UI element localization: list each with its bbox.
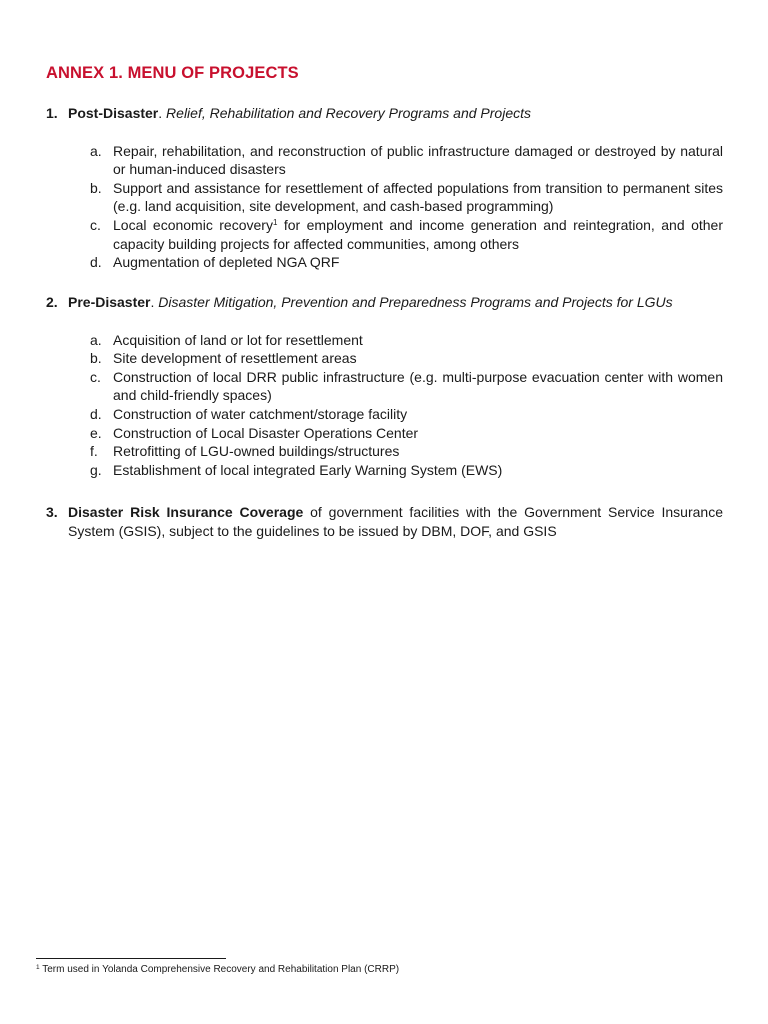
footnote-text: Term used in Yolanda Comprehensive Recovery and Rehabilitation Plan (CRRP) bbox=[39, 964, 400, 975]
section-number: 2. bbox=[46, 294, 58, 310]
list-item bbox=[90, 331, 723, 350]
section-number: 3. bbox=[46, 504, 58, 520]
list-item bbox=[90, 349, 723, 368]
list-item-letter: c. bbox=[90, 368, 101, 385]
section-description: Relief, Rehabilitation and Recovery Programs and Projects bbox=[166, 105, 532, 121]
list-item bbox=[90, 461, 723, 480]
list-item-text: Repair, rehabilitation, and reconstruction of public infrastructure damaged or destroyed by natural or human-induced disasters bbox=[113, 142, 723, 178]
list-item-letter: b. bbox=[90, 350, 102, 367]
list-item bbox=[90, 424, 723, 443]
list-item bbox=[90, 253, 723, 272]
list-item-letter: b. bbox=[90, 179, 102, 196]
list-item-text-after: for employment and income generation and reintegration, and other capacity building projects for affected communities, among others bbox=[113, 216, 723, 252]
section-heading-text bbox=[68, 293, 723, 312]
section-heading bbox=[46, 503, 723, 540]
sub-list bbox=[90, 142, 723, 272]
section-pre-disaster bbox=[46, 293, 723, 479]
list-item-letter: e. bbox=[90, 424, 102, 441]
list-item-letter: a. bbox=[90, 142, 102, 159]
section-heading bbox=[46, 104, 723, 123]
section-separator: . bbox=[158, 105, 163, 121]
list-item bbox=[90, 216, 723, 253]
page-title: ANNEX 1. MENU OF PROJECTS bbox=[46, 64, 299, 82]
section-insurance-coverage bbox=[46, 503, 723, 540]
section-label: Post-Disaster bbox=[68, 105, 159, 121]
section-number: 1. bbox=[46, 105, 58, 121]
list-item-text bbox=[113, 216, 723, 253]
section-heading bbox=[46, 293, 723, 312]
footnote-divider bbox=[36, 958, 226, 959]
section-post-disaster bbox=[46, 104, 723, 272]
section-heading-text bbox=[68, 104, 723, 123]
section-description: Disaster Mitigation, Prevention and Preparedness Programs and Projects for LGUs bbox=[158, 294, 673, 310]
section-label: Pre-Disaster bbox=[68, 294, 151, 310]
list-item-letter: d. bbox=[90, 254, 102, 271]
list-item bbox=[90, 368, 723, 405]
footnote-number: 1 bbox=[36, 964, 40, 971]
list-item bbox=[90, 179, 723, 216]
list-item-text: Construction of water catchment/storage facility bbox=[113, 405, 408, 422]
list-item-letter: g. bbox=[90, 461, 102, 478]
list-item bbox=[90, 405, 723, 424]
list-item-letter: d. bbox=[90, 405, 102, 422]
list-item-text: Establishment of local integrated Early Warning System (EWS) bbox=[113, 461, 503, 478]
list-item-text: Construction of Local Disaster Operations Center bbox=[113, 424, 419, 441]
list-item-text: Construction of local DRR public infrastructure (e.g. multi-purpose evacuation center with women and child-friendly spaces) bbox=[113, 368, 723, 404]
section-separator: . bbox=[150, 294, 155, 310]
list-item-letter: f. bbox=[90, 443, 98, 460]
list-item-text: Support and assistance for resettlement of affected populations from transition to permanent sites (e.g. land acquisition, site development, and cash-based programming) bbox=[113, 179, 723, 215]
list-item-text-before: Local economic recovery bbox=[113, 216, 273, 233]
list-item bbox=[90, 142, 723, 179]
list-item-letter: a. bbox=[90, 331, 102, 348]
sub-list bbox=[90, 331, 723, 480]
footnote bbox=[36, 964, 399, 975]
list-item-text: Augmentation of depleted NGA QRF bbox=[113, 254, 340, 271]
list-item-text: Retrofitting of LGU-owned buildings/structures bbox=[113, 443, 400, 460]
list-item-text: Site development of resettlement areas bbox=[113, 350, 357, 367]
section-label: Disaster Risk Insurance Coverage bbox=[68, 504, 304, 520]
list-item-letter: c. bbox=[90, 216, 101, 233]
footnote-reference: 1 bbox=[272, 217, 278, 227]
list-item-text: Acquisition of land or lot for resettlement bbox=[113, 331, 363, 348]
section-text: of government facilities with the Government Service Insurance System (GSIS), subject to the guidelines to be issued by DBM, DOF, and GSIS bbox=[68, 504, 723, 539]
section-body bbox=[68, 503, 723, 540]
list-item bbox=[90, 442, 723, 461]
